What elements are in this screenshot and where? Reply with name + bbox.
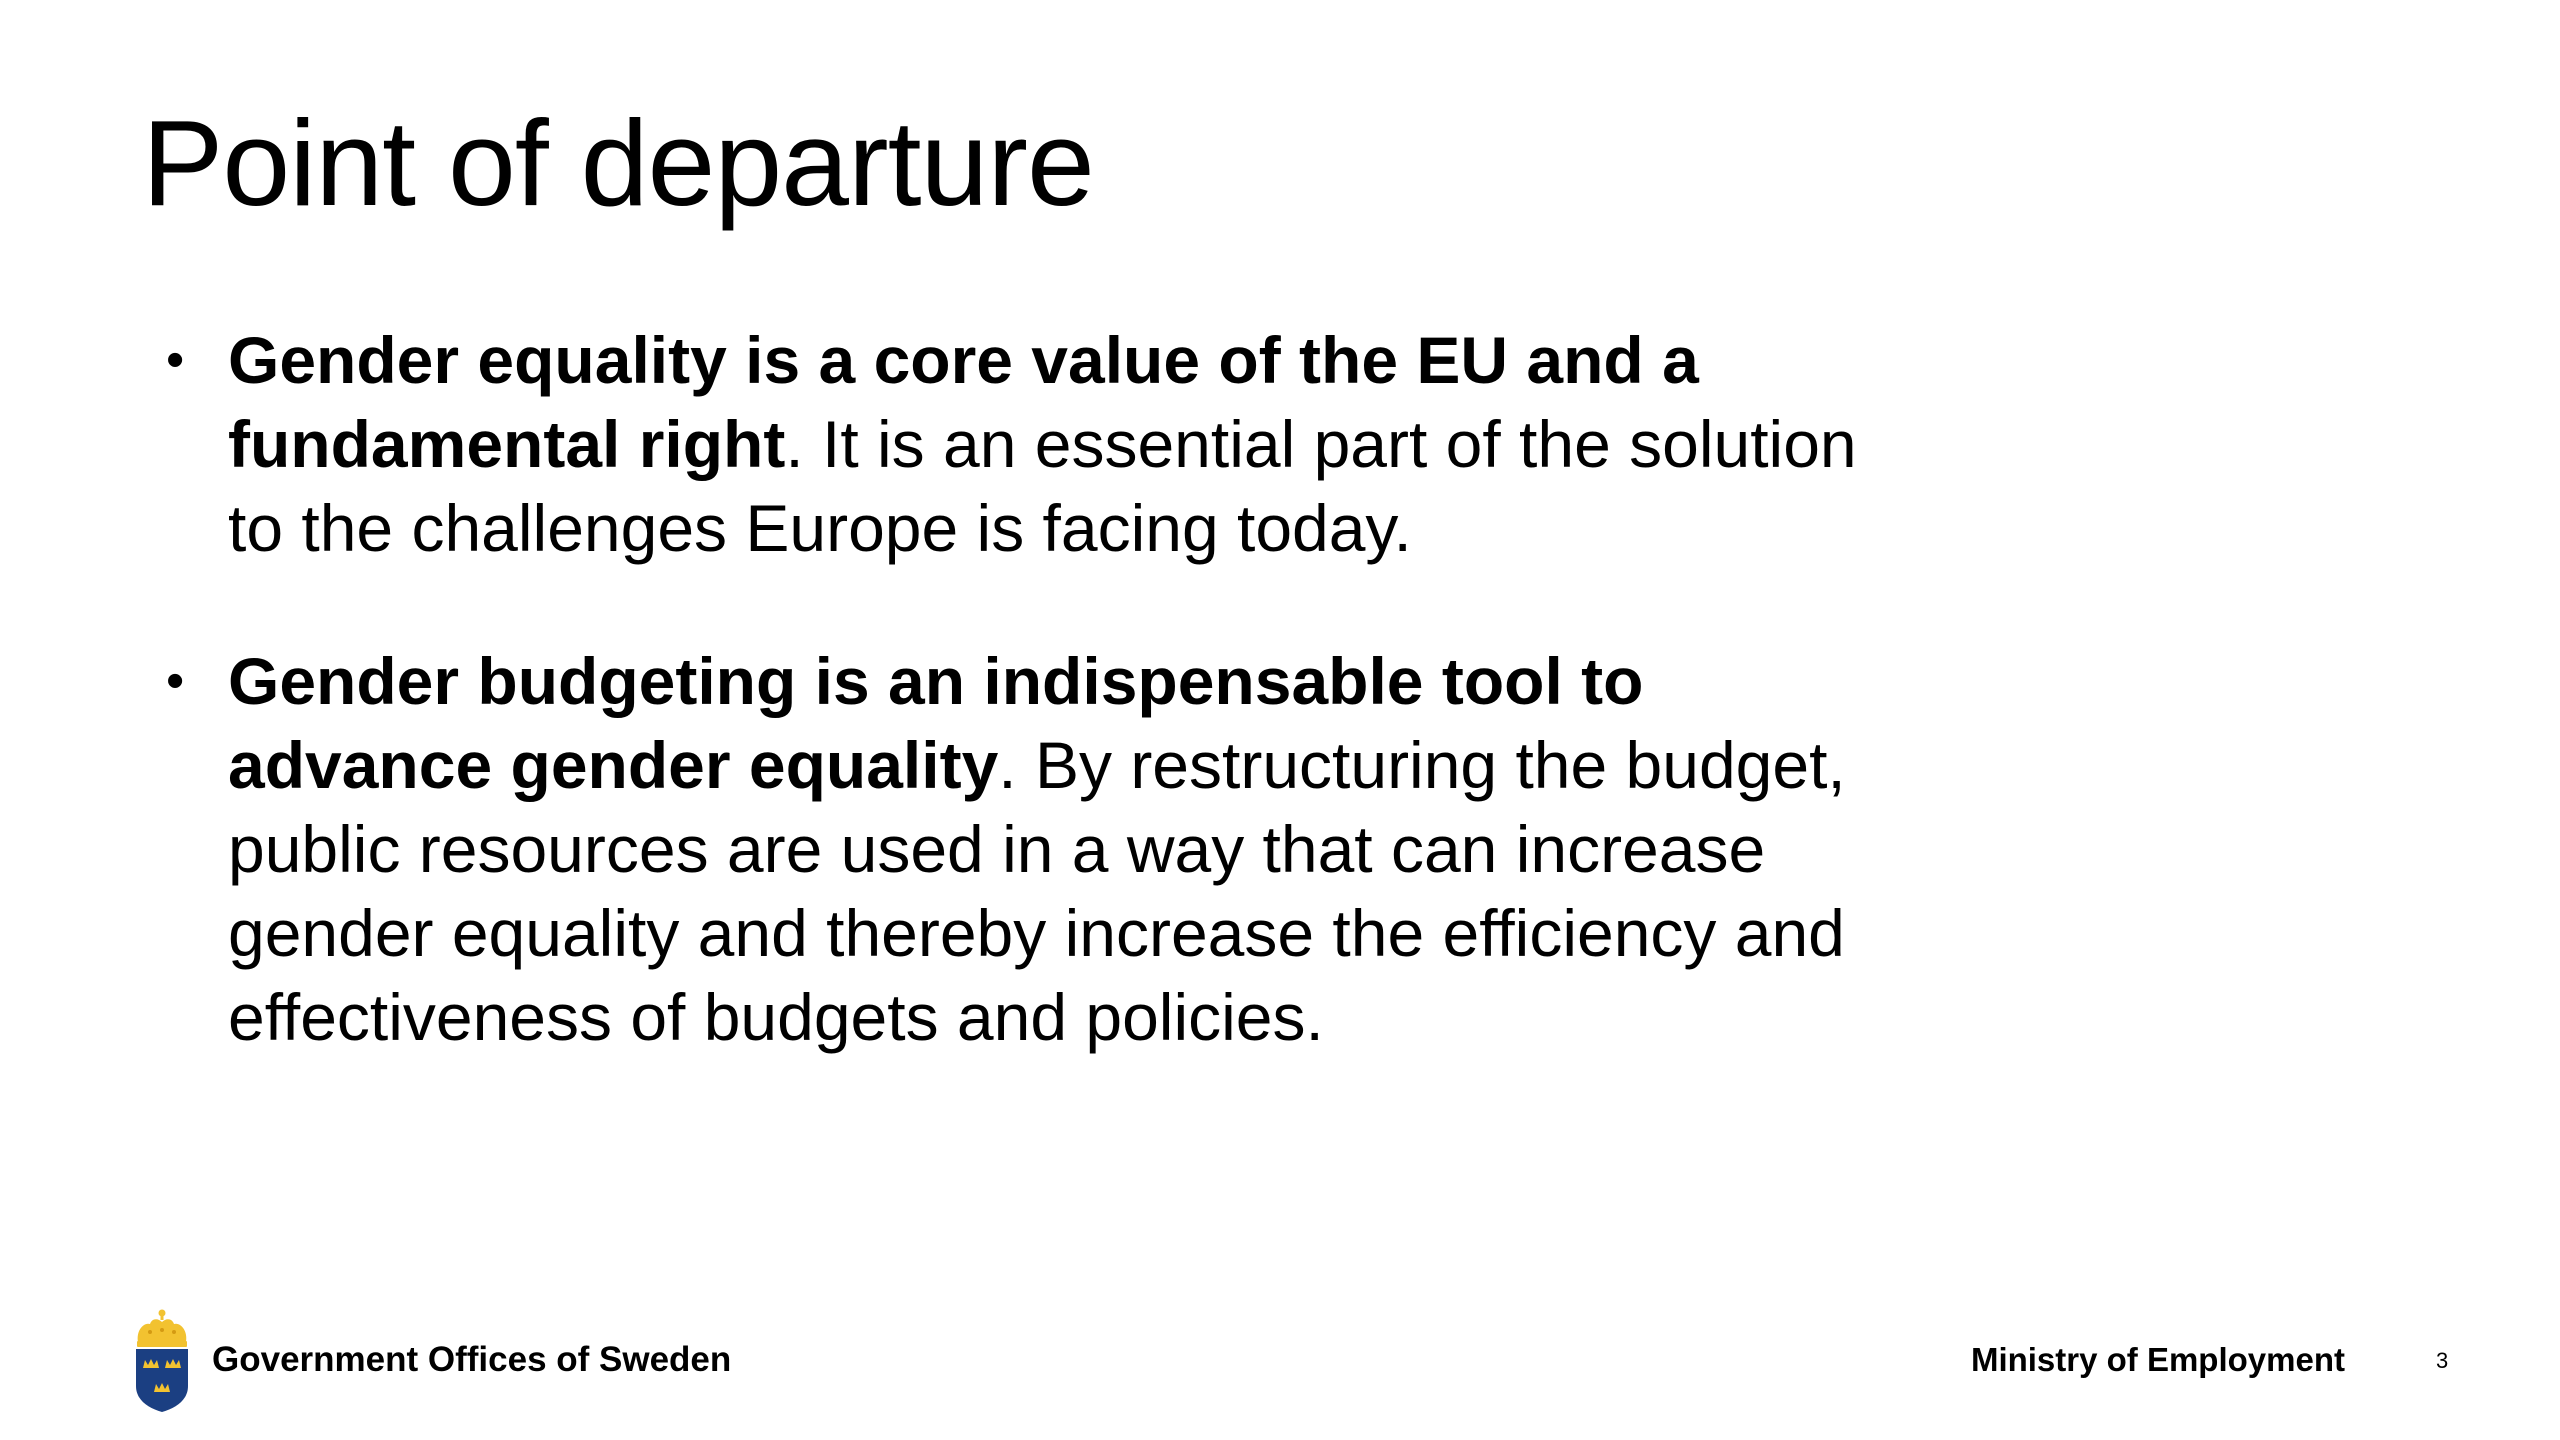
- slide-title: Point of departure: [142, 95, 1094, 231]
- bullet-dot: •: [166, 652, 185, 710]
- swedish-coat-of-arms-icon: [130, 1308, 194, 1412]
- page-number: 3: [2436, 1348, 2449, 1373]
- bullet-list: [160, 318, 1900, 1128]
- bullet-bold-text: Gender budgeting is an indispensable tool to advance gender equality: [228, 644, 1644, 802]
- bullet-text: . It is an essential part of the solution to the challenges Europe is facing today.: [228, 407, 1857, 565]
- bullet-text: . By restructuring the budget, public resources are used in a way that can increase gender equality and thereby increase the efficiency and effectiveness of budgets and policies.: [228, 728, 1846, 1054]
- bullet-item: [160, 639, 1900, 1059]
- organization-name: Government Offices of Sweden: [212, 1340, 732, 1379]
- bullet-item: [160, 318, 1900, 570]
- slide-footer: [0, 1300, 2560, 1420]
- bullet-dot: •: [166, 331, 185, 389]
- ministry-name: Ministry of Employment: [1970, 1341, 2345, 1378]
- bullet-bold-text: Gender equality is a core value of the EU and a fundamental right: [228, 323, 1699, 481]
